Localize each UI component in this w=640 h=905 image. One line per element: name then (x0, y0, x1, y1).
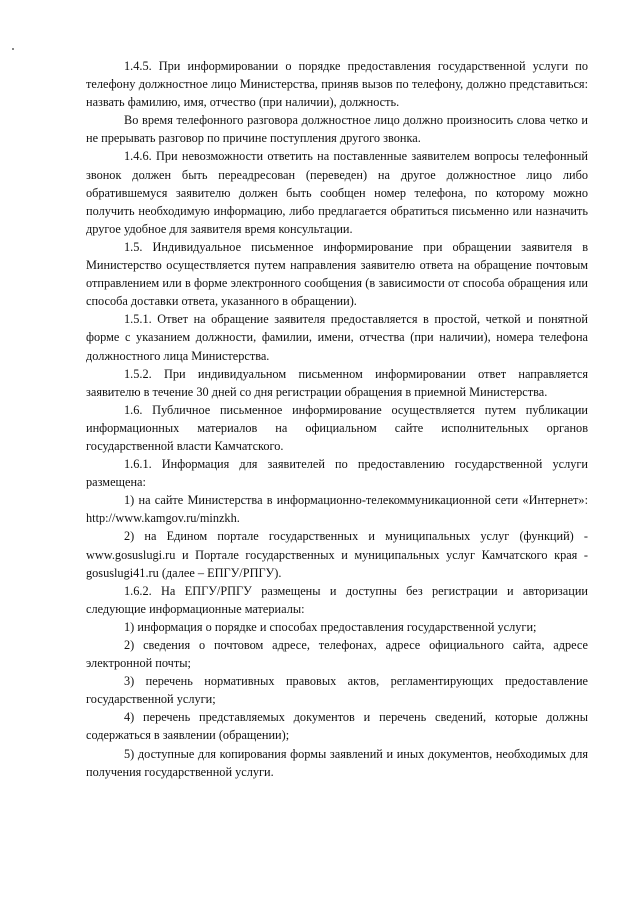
list-item-unified-portal: 2) на Едином портале государственных и муниципальных услуг (функций) - www.gosuslugi.ru и Портале государственных и муниципальных услуг Камчатского края - gosuslugi41.ru (далее – ЕПГУ/РПГУ). (86, 529, 588, 580)
paragraph-1-6-1: 1.6.1. Информация для заявителей по предоставлению государственной услуги размещена: (86, 457, 588, 490)
paragraph-phone-conversation: Во время телефонного разговора должностное лицо должно произносить слова четко и не прерывать разговор по причине поступления другого звонка. (86, 113, 588, 146)
paragraph-1-5-2: 1.5.2. При индивидуальном письменном информировании ответ направляется заявителю в течение 30 дней со дня регистрации обращения в приемной Министерства. (86, 366, 588, 399)
list-item-procedure-info: 1) информация о порядке и способах предоставления государственной услуги; (124, 619, 537, 634)
paragraph-1-6: 1.6. Публичное письменное информирование осуществляется путем публикации информационных материалов на официальном сайте исполнительных органов государственной власти Камчатского. (86, 402, 588, 453)
paragraph-1-4-6: 1.4.6. При невозможности ответить на поставленные заявителем вопросы телефонный звонок должен быть переадресован (переведен) на другое должностное лицо либо обратившемуся заявителю должен быть сообщен номер телефона, по которому можно получить необходимую информацию, либо предлагается обратиться письменно или назначить другое удобное для заявителя время консультации. (86, 149, 588, 236)
paragraph-1-4-5: 1.4.5. При информировании о порядке предоставления государственной услуги по телефону должностное лицо Министерства, приняв вызов по телефону, должно представиться: назвать фамилию, имя, отчество (при наличии), должность. (86, 59, 588, 110)
list-item-documents-list: 4) перечень представляемых документов и перечень сведений, которые должны содержаться в заявлении (обращении); (86, 710, 588, 743)
paragraph-1-5-1: 1.5.1. Ответ на обращение заявителя предоставляется в простой, четкой и понятной форме с указанием должности, фамилии, имени, отчества (при наличии), номера телефона должностного лица Министерства. (86, 312, 588, 363)
list-item-forms: 5) доступные для копирования формы заявлений и иных документов, необходимых для получения государственной услуги. (86, 746, 588, 779)
paragraph-1-6-2: 1.6.2. На ЕПГУ/РПГУ размещены и доступны без регистрации и авторизации следующие информационные материалы: (86, 583, 588, 616)
list-item-legal-acts: 3) перечень нормативных правовых актов, регламентирующих предоставление государственной услуги; (86, 674, 588, 707)
paragraph-1-5: 1.5. Индивидуальное письменное информирование при обращении заявителя в Министерство осуществляется путем направления заявителю ответа на обращение почтовым отправлением или в форме электронного сообщения (в зависимости от способа обращения или способа доставки ответа, указанного в обращении). (86, 239, 588, 309)
scan-speck (12, 48, 14, 50)
list-item-ministry-site: 1) на сайте Министерства в информационно-телекоммуникационной сети «Интернет»: http://www.kamgov.ru/minzkh. (86, 493, 588, 526)
list-item-contacts-info: 2) сведения о почтовом адресе, телефонах, адресе официального сайта, адресе электронной почты; (86, 638, 588, 671)
document-page (86, 57, 588, 781)
